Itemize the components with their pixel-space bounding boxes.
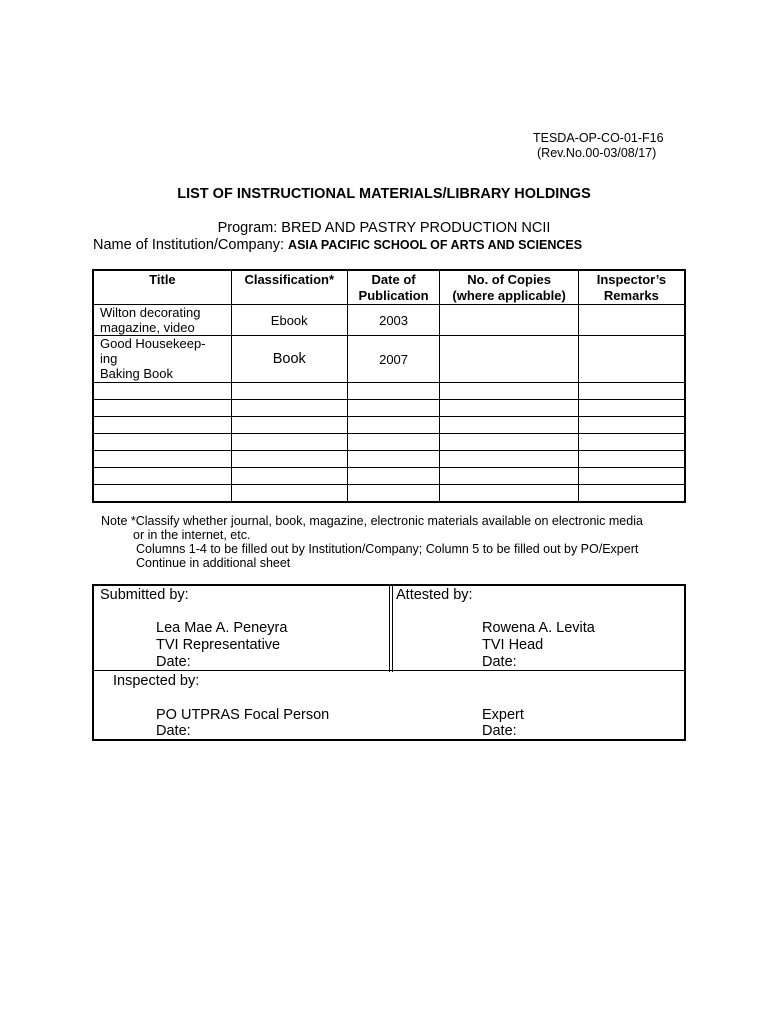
program-line [0,220,768,236]
note-line: Continue in additional sheet [136,556,291,570]
submitted-date: Date: [156,654,191,670]
submitted-name: Lea Mae A. Peneyra [156,620,288,636]
signature-divider-vertical [389,586,393,672]
empty-row [93,417,685,434]
submitted-by-label: Submitted by: [100,587,189,603]
empty-row [93,434,685,451]
institution-value: ASIA PACIFIC SCHOOL OF ARTS AND SCIENCES [288,238,583,252]
empty-row [93,451,685,468]
header-classification: Classification* [231,270,347,305]
form-code: TESDA-OP-CO-01-F16 [533,131,664,145]
cell-remarks [578,305,685,336]
cell-title: Wilton decorating magazine, video [93,305,231,336]
cell-copies [440,336,578,383]
note-line: Note *Classify whether journal, book, magazine, electronic materials available on electronic media [101,514,643,528]
table-row [93,336,685,383]
table-header-row [93,270,685,305]
header-title: Title [93,270,231,305]
empty-row [93,400,685,417]
header-inspector-remarks: Inspector’s Remarks [578,270,685,305]
cell-remarks [578,336,685,383]
program-label: Program: [217,220,278,236]
inspector-role: PO UTPRAS Focal Person [156,707,330,723]
expert-date: Date: [482,723,517,739]
header-date-of-publication: Date of Publication [347,270,440,305]
expert-role: Expert [482,707,524,723]
cell-date: 2003 [347,305,440,336]
cell-classification: Ebook [231,305,347,336]
note-line: or in the internet, etc. [133,528,251,542]
attested-name: Rowena A. Levita [482,620,595,636]
attested-date: Date: [482,654,517,670]
submitted-role: TVI Representative [156,637,281,653]
document-title: LIST OF INSTRUCTIONAL MATERIALS/LIBRARY HOLDINGS [177,186,591,202]
form-code-block [533,131,664,161]
inspector-date: Date: [156,723,191,739]
inspected-by-label: Inspected by: [113,673,200,689]
note-block [101,514,643,570]
empty-row [93,468,685,485]
cell-date: 2007 [347,336,440,383]
cell-copies [440,305,578,336]
signature-box [92,584,686,741]
table-row [93,305,685,336]
holdings-table [92,269,686,503]
cell-title: Good Housekeep- ing Baking Book [93,336,231,383]
cell-classification: Book [231,336,347,383]
institution-label: Name of Institution/Company: [93,237,285,253]
program-value: BRED AND PASTRY PRODUCTION NCII [281,220,551,236]
empty-row [93,383,685,400]
empty-row [93,485,685,503]
attested-role: TVI Head [482,637,544,653]
revision-number: (Rev.No.00-03/08/17) [537,146,657,160]
attested-by-label: Attested by: [396,587,473,603]
header-no-of-copies: No. of Copies (where applicable) [440,270,578,305]
institution-line [93,237,582,253]
note-line: Columns 1-4 to be filled out by Institution/Company; Column 5 to be filled out by PO/Expert [136,542,639,556]
